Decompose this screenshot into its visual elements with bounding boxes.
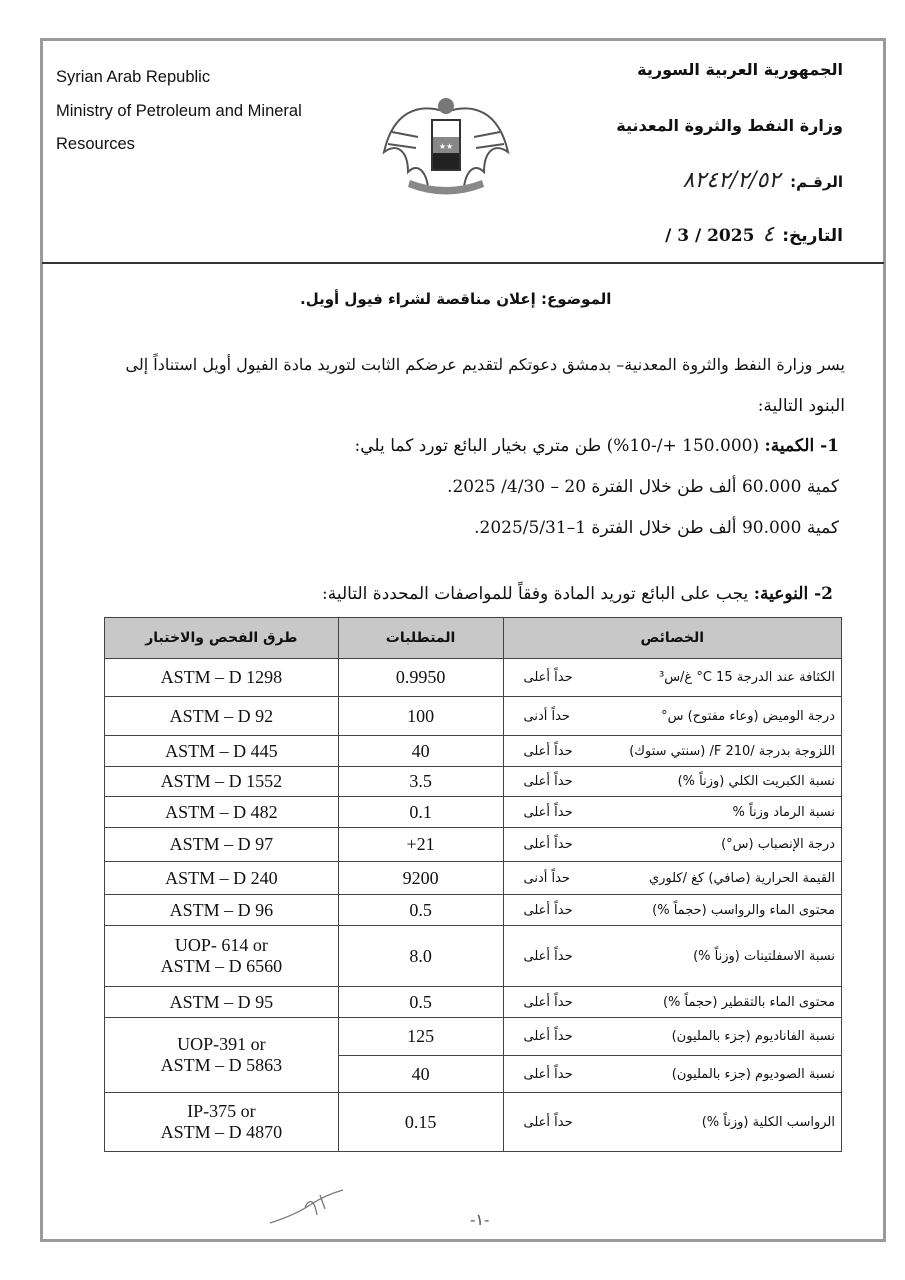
table-row <box>105 659 842 697</box>
requirement-value: 40 <box>338 1056 503 1093</box>
header-en-country: Syrian Arab Republic <box>56 68 211 86</box>
limit-type: حداً أعلى <box>523 670 573 685</box>
svg-text:★★: ★★ <box>438 142 454 151</box>
intro-paragraph: يسر وزارة النفط والثروة المعدنية– بدمشق دعوتكم لتقديم عرضكم الثابت لتوريد مادة الفيول أويل استناداً إلى <box>125 355 845 374</box>
limit-type: حداً أعلى <box>523 774 573 789</box>
item-quality-label: 2- النوعية: <box>753 584 833 604</box>
property-cell <box>503 767 842 797</box>
header-divider <box>42 262 884 264</box>
property-cell <box>503 1018 842 1056</box>
table-row <box>105 767 842 797</box>
quantity-tranche-2: كمية 90.000 ألف طن خلال الفترة 1–2025/5/31. <box>474 518 839 538</box>
property-cell <box>503 697 842 736</box>
requirement-value: 125 <box>338 1018 503 1056</box>
property-name: الرواسب الكلية (وزناً %) <box>701 1114 835 1130</box>
test-method: UOP-391 or <box>177 1034 266 1054</box>
requirement-value: 0.5 <box>338 987 503 1018</box>
test-method: ASTM – D 445 <box>165 740 278 761</box>
test-method-alt: ASTM – D 6560 <box>160 956 283 976</box>
specifications-table <box>104 617 842 1152</box>
test-method-cell <box>105 926 339 987</box>
property-cell <box>503 862 842 895</box>
test-method: ASTM – D 482 <box>165 801 278 822</box>
test-method-cell <box>105 736 339 767</box>
limit-type: حداً أدنى <box>523 708 570 724</box>
table-row <box>105 862 842 895</box>
header-en-ministry: Ministry of Petroleum and Mineral <box>56 102 302 120</box>
limit-type: حداً أعلى <box>523 948 573 964</box>
test-method-cell <box>105 659 339 697</box>
date-day-handwritten: ٤ <box>762 222 775 247</box>
requirement-value: 40 <box>338 736 503 767</box>
test-method: ASTM – D 92 <box>169 705 274 726</box>
test-method-cell <box>105 895 339 926</box>
requirement-value: 0.15 <box>338 1093 503 1152</box>
item-quantity <box>355 436 839 456</box>
test-method-cell <box>105 697 339 736</box>
test-method-cell <box>105 767 339 797</box>
test-method-cell <box>105 828 339 862</box>
limit-type: حداً أعلى <box>523 994 573 1010</box>
table-row <box>105 736 842 767</box>
test-method-cell <box>105 987 339 1018</box>
ref-label: الرقـم: <box>790 173 843 191</box>
table-row <box>105 697 842 736</box>
requirement-value: 0.9950 <box>338 659 503 697</box>
date-month-year: / 3 / 2025 <box>665 226 755 246</box>
header-methods: طرق الفحص والاختبار <box>105 618 339 659</box>
property-name: نسبة الفاناديوم (جزء بالمليون) <box>671 1029 835 1044</box>
subject-line: الموضوع: إعلان مناقصة لشراء فيول أويل. <box>300 290 612 308</box>
table-row <box>105 926 842 987</box>
eagle-emblem-icon <box>378 92 514 202</box>
test-method: ASTM – D 97 <box>169 834 274 854</box>
test-method: ASTM – D 240 <box>165 867 278 888</box>
test-method-alt: ASTM – D 4870 <box>160 1122 283 1142</box>
table-row <box>105 895 842 926</box>
property-cell <box>503 926 842 987</box>
requirement-value: 8.0 <box>338 926 503 987</box>
date-label: التاريخ: <box>782 226 843 246</box>
table-row <box>105 1093 842 1152</box>
requirement-value: 3.5 <box>338 767 503 797</box>
header-ar-country: الجمهورية العربية السورية <box>637 60 843 79</box>
limit-type: حداً أعلى <box>523 804 573 820</box>
requirement-value: 100 <box>338 697 503 736</box>
item-quantity-text: (150.000 +/-10%) طن متري بخيار البائع تورد كما يلي: <box>354 436 765 456</box>
limit-type: حداً أعلى <box>523 837 573 852</box>
test-method: ASTM – D 96 <box>169 899 274 920</box>
property-cell <box>503 736 842 767</box>
limit-type: حداً أعلى <box>523 1066 573 1082</box>
requirement-value: 0.5 <box>338 895 503 926</box>
test-method: UOP- 614 or <box>174 935 268 955</box>
item-quantity-label: 1- الكمية: <box>764 436 839 456</box>
property-cell <box>503 987 842 1018</box>
property-name: محتوى الماء والرواسب (حجماً %) <box>652 902 835 918</box>
property-name: محتوى الماء بالتقطير (حجماً %) <box>662 994 835 1010</box>
limit-type: حداً أعلى <box>523 1029 573 1044</box>
ref-value-handwritten: ٨٢٤٢/٢/٥٢ <box>682 168 781 193</box>
property-cell <box>503 1056 842 1093</box>
intro-paragraph-cont: البنود التالية: <box>757 396 845 416</box>
item-quality <box>322 584 833 604</box>
property-name: درجة الوميض (وعاء مفتوح) س° <box>661 708 835 724</box>
requirement-value: +21 <box>338 828 503 862</box>
test-method: ASTM – D 1552 <box>160 771 283 791</box>
item-quality-text: يجب على البائع توريد المادة وفقاً للمواصفات المحددة التالية: <box>322 584 754 604</box>
requirement-value: 9200 <box>338 862 503 895</box>
table-row <box>105 987 842 1018</box>
property-name: الكثافة عند الدرجة 15 C° غ/س³ <box>658 670 835 685</box>
quantity-tranche-1: كمية 60.000 ألف طن خلال الفترة 20 – 4/30/ 2025. <box>447 477 839 497</box>
property-name: درجة الإنصباب (س°) <box>721 837 835 852</box>
property-name: القيمة الحرارية (صافي) كغ /كلوري <box>648 870 835 886</box>
table-row <box>105 1018 842 1056</box>
limit-type: حداً أدنى <box>523 870 570 886</box>
table-row <box>105 797 842 828</box>
limit-type: حداً أعلى <box>523 902 573 918</box>
requirement-value: 0.1 <box>338 797 503 828</box>
test-method: ASTM – D 95 <box>169 991 274 1012</box>
property-name: اللزوجة بدرجة /210 F/ (سنتي ستوك) <box>629 743 835 759</box>
header-ar-ministry: وزارة النفط والثروة المعدنية <box>616 116 843 135</box>
table-header-row <box>105 618 842 659</box>
header-en-ministry-cont: Resources <box>56 135 135 153</box>
test-method-alt: ASTM – D 5863 <box>160 1055 283 1075</box>
property-name: نسبة الرماد وزناً % <box>732 804 835 820</box>
test-method-cell <box>105 862 339 895</box>
signature-icon <box>265 1185 350 1230</box>
property-cell <box>503 1093 842 1152</box>
test-method-cell <box>105 1093 339 1152</box>
date <box>665 222 843 247</box>
test-method: ASTM – D 1298 <box>160 667 283 687</box>
property-cell <box>503 828 842 862</box>
limit-type: حداً أعلى <box>523 743 573 759</box>
test-method-cell <box>105 797 339 828</box>
test-method-cell <box>105 1018 339 1093</box>
property-cell <box>503 797 842 828</box>
page-number: -١- <box>470 1210 490 1229</box>
property-cell <box>503 895 842 926</box>
limit-type: حداً أعلى <box>523 1114 573 1130</box>
test-method: IP-375 or <box>187 1101 256 1121</box>
property-name: نسبة الكبريت الكلي (وزناً %) <box>677 774 835 789</box>
header-properties: الخصائص <box>503 618 842 659</box>
property-name: نسبة الصوديوم (جزء بالمليون) <box>671 1066 835 1082</box>
property-cell <box>503 659 842 697</box>
header-requirements: المتطلبات <box>338 618 503 659</box>
property-name: نسبة الاسفلتينات (وزناً %) <box>693 948 835 964</box>
reference-number <box>683 168 843 193</box>
table-row <box>105 828 842 862</box>
